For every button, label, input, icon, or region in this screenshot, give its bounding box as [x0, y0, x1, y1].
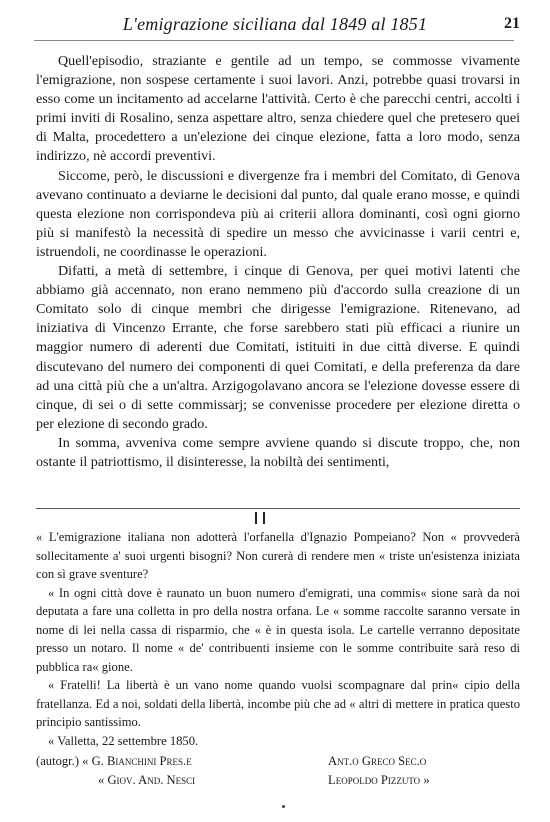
footnote-separator-mark — [255, 512, 265, 524]
signature-block — [36, 752, 520, 802]
signature-greco: Ant.o Greco Sec.o — [328, 754, 427, 768]
footnote-paragraph: « In ogni città dove è raunato un buon numero d'emigrati, una commis« sione sarà da noi deputata a fare una colletta in pro della nostra orfana. Le « somme raccolte saranno versate in nome di lei nella cassa di risparmio, che « è in questa isola. Le cartelle verranno depositate presso un notaro. Il nome « de' contribuenti insieme con le somme contribuite sarà reso di pubblica ra« gione. — [36, 585, 520, 674]
paragraph: Quell'episodio, straziante e gentile ad un tempo, se commosse vivamente l'emigrazione, non sospese certamente i suoi lavori. Anzi, potrebbe quasi trovarsi in esso come un incitamento ad accelarne l'attività. Certo è che parecchi centri, accolti i primi inviti di Rosalino, senza aspettare altro, senza chiedere quel che pretesero quei di Malta, procedettero a un'elezione dei cinque elezione, fatta a loro modo, senza indirizzo, nè accordi preventivi. — [36, 53, 520, 165]
print-speck — [282, 805, 285, 808]
signature-pizzuto: Leopoldo Pizzuto » — [328, 773, 430, 787]
signatures-right — [328, 752, 430, 790]
footnote-dateline: « Valletta, 22 settembre 1850. — [48, 733, 199, 748]
signatures-left — [36, 752, 195, 790]
signature-nesci: « Giov. And. Nesci — [98, 773, 196, 787]
header-divider — [34, 40, 514, 41]
paragraph: Difatti, a metà di settembre, i cinque di Genova, per quei motivi latenti che abbiamo già accennato, non erano nemmeno più d'accordo sulla creazione di un Comitato solo di cinque membri che dirigesse l'emigrazione. Ritenevano, ad iniziativa di Vincenzo Errante, che forse sarebbero stati più efficaci a riunire un maggior numero di aderenti due Comitati, istituiti in due città diverse. E quindi discutevano del numero dei componenti di quei Comitati, e della preferenza da dare ad una città più che a un'altra. Arzigogolavano ancora se l'elezione dovesse essere di cinque, di sei o di sette commissarj; se convenisse procedere per elezione diretta o per elezione di secondo grado. — [36, 263, 520, 432]
page-number: 21 — [504, 15, 520, 32]
paragraph: In somma, avveniva come sempre avviene quando si discute troppo, che, non ostante il patriottismo, il disinteresse, la nobiltà dei sentimenti, — [36, 434, 520, 470]
footnote-paragraph: « Fratelli! La libertà è un vano nome quando vuolsi scompagnare dal prin« cipio della fratellanza. Ed a noi, soldati della libertà, incombe più che ad « altri di mettere in pratica questo principio santissimo. — [36, 678, 520, 729]
paragraph: Siccome, però, le discussioni e divergenze fra i membri del Comitato, di Genova avevano continuato a deviarne le decisioni dal punto, dal quale erano mosse, e quindi questa elezione non corrispondeva più ai criterii allora dominanti, così ogni giorno più si manifestò la necessità di spedire un messo che avvicinasse i varii centri e, istruendoli, ne coordinasse le operazioni. — [36, 167, 520, 260]
autograph-note: (autogr.) — [36, 754, 80, 768]
footnote-paragraph: « L'emigrazione italiana non adotterà l'orfanella d'Ignazio Pompeiano? Non « provvederà sollecitamente a' suoi urgenti bisogni? Non curerà di rendere men « triste un'esistenza iniziata con sì grave sventure? — [36, 530, 520, 581]
running-title: L'emigrazione siciliana dal 1849 al 1851 — [122, 14, 428, 34]
running-head — [30, 14, 520, 38]
footnote-divider — [36, 508, 520, 509]
footnote-quote — [36, 528, 520, 750]
main-text — [36, 52, 520, 472]
signature-row — [36, 752, 195, 771]
signature-bianchini: « G. Bianchini Pres.e — [82, 754, 192, 768]
